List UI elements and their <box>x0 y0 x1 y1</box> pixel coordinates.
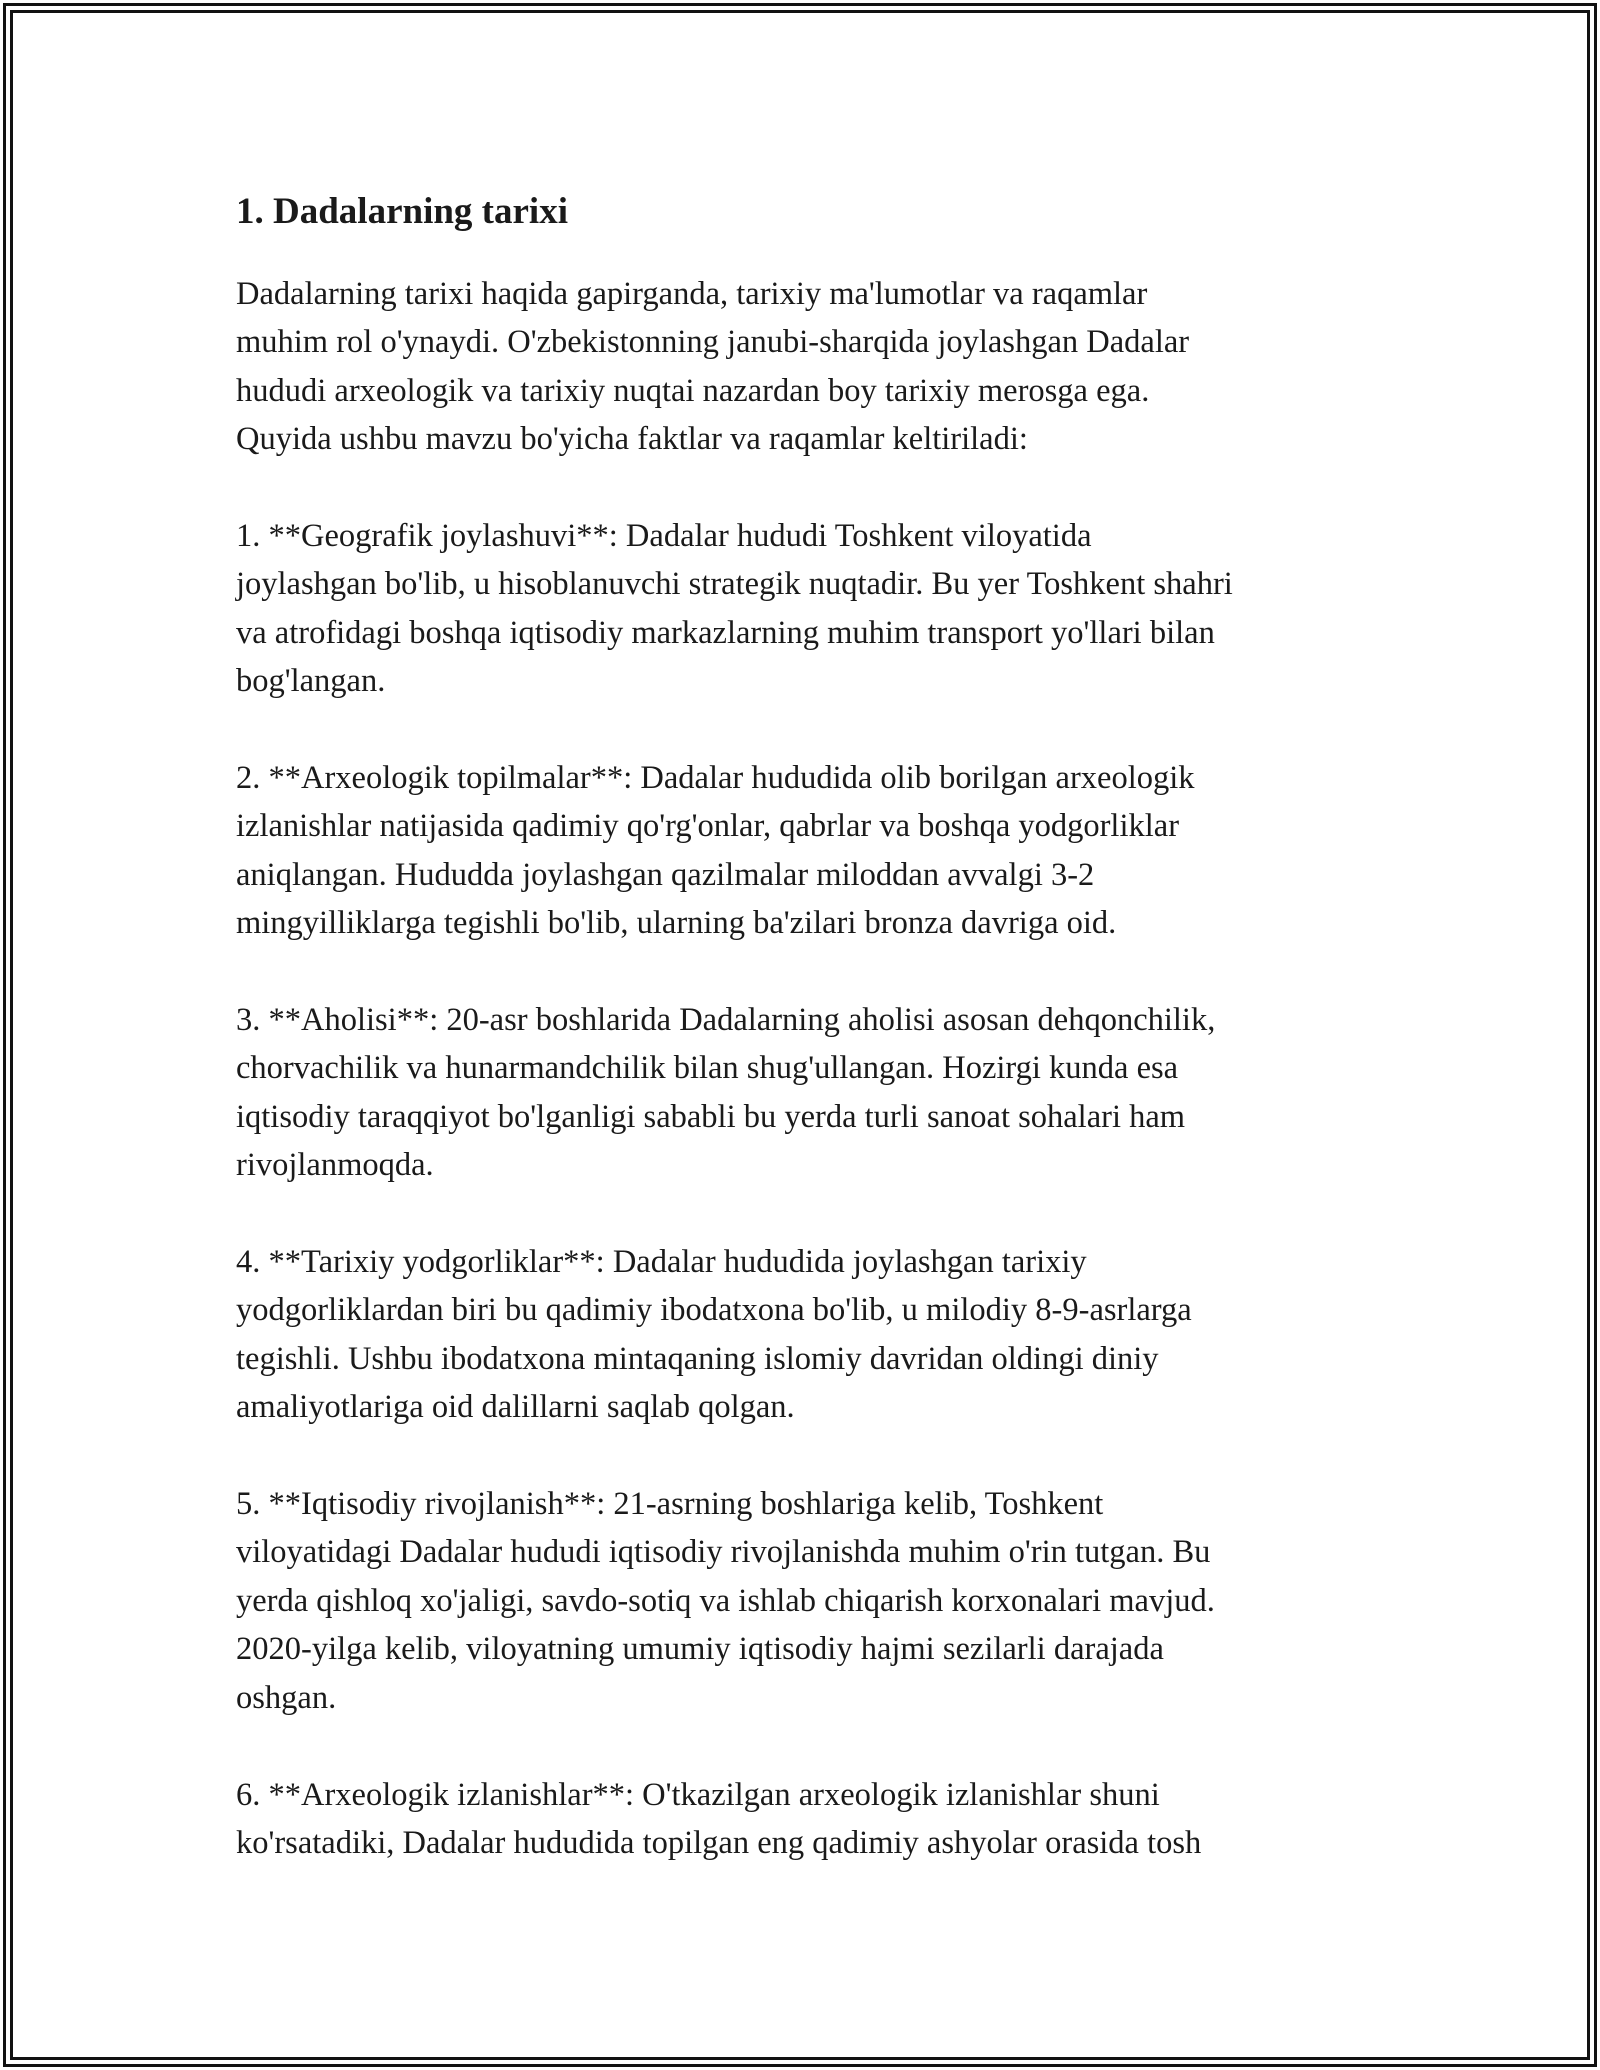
paragraph-spacer <box>236 706 1386 754</box>
fact-item-archaeological-finds: 2. **Arxeologik topilmalar**: Dadalar hududida olib borilgan arxeologik izlanishlar natijasida qadimiy qo'rg'onlar, qabrlar va boshqa yodgorliklar aniqlangan. Hududda joylashgan qazilmalar miloddan avvalgi 3-2 mingyilliklarga tegishli bo'lib, ularning ba'zilari bronza davriga oid. <box>236 760 1195 942</box>
section-heading: 1. Dadalarning tarixi <box>236 191 568 232</box>
fact-item-population: 3. **Aholisi**: 20-asr boshlarida Dadalarning aholisi asosan dehqonchilik, chorvachilik va hunarmandchilik bilan shug'ullangan. Hozirgi kunda esa iqtisodiy taraqqiyot bo'lganligi sababli bu yerda turli sanoat sohalari ham rivojlanmoqda. <box>236 1002 1216 1184</box>
fact-item-archaeological-research: 6. **Arxeologik izlanishlar**: O'tkazilgan arxeologik izlanishlar shuni ko'rsatadiki, Dadalar hududida topilgan eng qadimiy ashyolar orasida tosh <box>236 1776 1202 1861</box>
paragraph-spacer <box>236 464 1386 512</box>
fact-item-historical-monuments: 4. **Tarixiy yodgorliklar**: Dadalar hududida joylashgan tarixiy yodgorliklardan biri bu qadimiy ibodatxona bo'lib, u milodiy 8-9-asrlarga tegishli. Ushbu ibodatxona mintaqaning islomiy davridan oldingi diniy amaliyotlariga oid dalillarni saqlab qolgan. <box>236 1244 1192 1426</box>
fact-item-geography: 1. **Geografik joylashuvi**: Dadalar hududi Toshkent viloyatida joylashgan bo'lib, u hisoblanuvchi strategik nuqtadir. Bu yer Toshkent shahri va atrofidagi boshqa iqtisodiy markazlarning muhim transport yo'llari bilan bog'langan. <box>236 518 1233 700</box>
fact-item-economic-development: 5. **Iqtisodiy rivojlanish**: 21-asrning boshlariga kelib, Toshkent viloyatidagi Dadalar hududi iqtisodiy rivojlanishda muhim o'rin tutgan. Bu yerda qishloq xo'jaligi, savdo-sotiq va ishlab chiqarish korxonalari mavjud. 2020-yilga kelib, viloyatning umumiy iqtisodiy hajmi sezilarli darajada oshgan. <box>236 1486 1215 1716</box>
intro-paragraph: Dadalarning tarixi haqida gapirganda, tarixiy ma'lumotlar va raqamlar muhim rol o'ynaydi. O'zbekistonning janubi-sharqida joylashgan Dadalar hududi arxeologik va tarixiy nuqtai nazardan boy tarixiy merosga ega. Quyida ushbu mavzu bo'yicha faktlar va raqamlar keltiriladi: <box>236 276 1190 458</box>
paragraph-spacer <box>236 1722 1386 1770</box>
paragraph-spacer <box>236 1190 1386 1238</box>
paragraph-spacer <box>236 1432 1386 1480</box>
document-body <box>236 186 1386 1867</box>
paragraph-spacer <box>236 948 1386 996</box>
